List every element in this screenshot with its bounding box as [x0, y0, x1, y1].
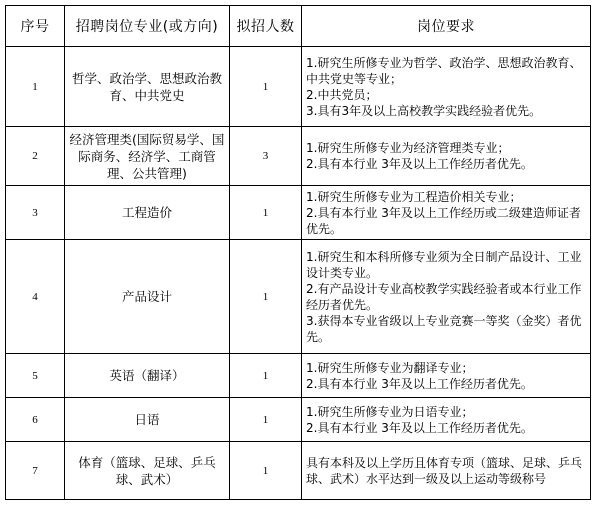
row-seq: 2 [6, 127, 65, 186]
requirement-line: 1.研究生所修专业为工程造价相关专业； [306, 189, 522, 204]
header-seq: 序号 [6, 6, 65, 47]
table-row [6, 398, 591, 442]
table-row [6, 442, 591, 500]
requirement-line: 2.具有本行业 3年及以上工作经历者优先。 [306, 420, 533, 435]
row-count: 1 [230, 47, 302, 127]
row-requirements [302, 398, 591, 442]
row-count: 1 [230, 240, 302, 354]
requirement-line: 具有本科及以上学历且体育专项（篮球、足球、乒乓球、武术）水平达到一级及以上运动等级称号 [306, 455, 583, 486]
requirement-line: 3.具有3年及以上高校教学实践经验者优先。 [306, 103, 542, 118]
row-major: 体育（篮球、足球、乒乓球、武术） [65, 442, 230, 500]
requirement-line: 2.具有本行业 3年及以上工作经历或二级建造师证者优先。 [306, 205, 581, 236]
row-requirements [302, 240, 591, 354]
row-count: 3 [230, 127, 302, 186]
recruitment-table [5, 5, 591, 500]
row-requirements [302, 127, 591, 186]
table-row [6, 127, 591, 186]
row-seq: 1 [6, 47, 65, 127]
requirement-line: 1.研究生所修专业为翻译专业； [306, 360, 474, 375]
row-seq: 7 [6, 442, 65, 500]
row-count: 1 [230, 398, 302, 442]
requirement-line: 2.具有本行业 3年及以上工作经历者优先。 [306, 376, 533, 391]
row-requirements [302, 354, 591, 398]
row-major: 日语 [65, 398, 230, 442]
requirement-line: 1.研究生所修专业为日语专业； [306, 404, 474, 419]
table-row [6, 240, 591, 354]
table-row [6, 186, 591, 240]
row-count: 1 [230, 354, 302, 398]
row-major: 工程造价 [65, 186, 230, 240]
header-count: 拟招人数 [230, 6, 302, 47]
table-row [6, 47, 591, 127]
requirement-line: 1.研究生所修专业为哲学、政治学、思想政治教育、中共党史等专业； [306, 55, 582, 86]
header-major: 招聘岗位专业(或方向) [65, 6, 230, 47]
row-major: 哲学、政治学、思想政治教育、中共党史 [65, 47, 230, 127]
requirement-line: 2.有产品设计专业高校教学实践经验者或本行业工作经历者优先。 [306, 281, 582, 312]
row-count: 1 [230, 186, 302, 240]
requirement-line: 1.研究生所修专业为经济管理类专业； [306, 141, 510, 155]
row-requirements [302, 47, 591, 127]
row-seq: 5 [6, 354, 65, 398]
table-row [6, 354, 591, 398]
row-major: 产品设计 [65, 240, 230, 354]
row-major: 英语（翻译） [65, 354, 230, 398]
header-requirements: 岗位要求 [302, 6, 591, 47]
row-seq: 4 [6, 240, 65, 354]
table-header-row [6, 6, 591, 47]
row-requirements [302, 186, 591, 240]
row-seq: 3 [6, 186, 65, 240]
requirement-line: 3.获得本专业省级以上专业竞赛一等奖（金奖）者优先。 [306, 313, 582, 344]
requirement-line: 1.研究生和本科所修专业须为全日制产品设计、工业设计类专业。 [306, 249, 582, 280]
requirement-line: 2.具有本行业 3年及以上工作经历者优先。 [306, 157, 533, 171]
row-count: 1 [230, 442, 302, 500]
row-requirements [302, 442, 591, 500]
row-major: 经济管理类(国际贸易学、国际商务、经济学、工商管理、公共管理) [65, 127, 230, 186]
row-seq: 6 [6, 398, 65, 442]
requirement-line: 2.中共党员； [306, 87, 378, 102]
